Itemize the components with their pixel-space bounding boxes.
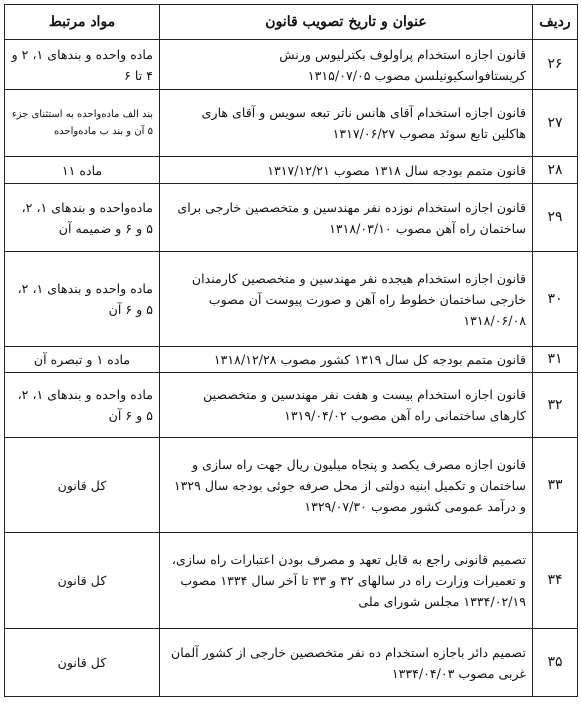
related-articles: ماده ۱ و تبصره آن [5,347,160,373]
law-title: تصمیم دائر باجازه استخدام ده نفر متخصصین خارجی از کشور آلمان غربی مصوب ۱۳۳۴/۰۴/۰۳ [160,629,533,697]
row-number: ۲۸ [533,157,578,184]
row-number: ۲۹ [533,184,578,252]
row-number: ۲۷ [533,90,578,157]
row-number: ۳۱ [533,347,578,373]
header-title: عنوان و تاریخ تصویب قانون [160,5,533,40]
header-related-articles: مواد مرتبط [5,5,160,40]
row-number: ۳۴ [533,533,578,629]
row-number: ۳۲ [533,373,578,438]
law-title: قانون اجازه استخدام پراولوف بکترلیوس ورنش کریستافواسکیونیلسن مصوب ۱۳۱۵/۰۷/۰۵ [160,40,533,90]
related-articles: کل قانون [5,629,160,697]
table-row [5,184,578,252]
table-row [5,252,578,347]
law-title: قانون اجازه استخدام نوزده نفر مهندسین و متخصصین خارجی برای ساختمان راه آهن مصوب ۱۳۱۸/۰۳/۱۰ [160,184,533,252]
law-title: قانون متمم بودجه کل سال ۱۳۱۹ کشور مصوب ۱۳۱۸/۱۲/۲۸ [160,347,533,373]
table-row [5,629,578,697]
header-row-number: ردیف [533,5,578,40]
law-title: قانون اجازه استخدام آقای هانس ناتر تبعه سویس و آقای هاری هاکلین تابع سوئد مصوب ۱۳۱۷/۰۶/۲۷ [160,90,533,157]
related-articles: بند الف ماده‌واحده به استثنای جزء ۵ آن و بند ب ماده‌واحده [5,90,160,157]
row-number: ۲۶ [533,40,578,90]
law-title: قانون اجازه مصرف یکصد و پنجاه میلیون ریال جهت راه سازی و ساختمان و تکمیل ابنیه دولتی از محل صرفه جوئی بودجه سال ۱۳۲۹ و درآمد عمومی کشور مصوب ۱۳۲۹/۰۷/۳۰ [160,438,533,533]
table-row [5,373,578,438]
law-title: تصمیم قانونی راجع به قابل تعهد و مصرف بودن اعتبارات راه سازی، و تعمیرات وزارت راه در سالهای ۳۲ و ۳۳ تا آخر سال ۱۳۳۴ مصوب ۱۳۳۴/۰۲/۱۹ مجلس شورای ملی [160,533,533,629]
header-row [5,5,578,40]
table-row [5,40,578,90]
table-row [5,533,578,629]
row-number: ۳۵ [533,629,578,697]
laws-table [4,4,578,697]
related-articles: کل قانون [5,533,160,629]
table-row [5,157,578,184]
related-articles: ماده‌واحده و بندهای ۱، ۲، ۵ و ۶ و ضمیمه آن [5,184,160,252]
table-row [5,90,578,157]
related-articles: ماده واحده و بندهای ۱، ۲، ۵ و ۶ آن [5,252,160,347]
law-title: قانون اجازه استخدام بیست و هفت نفر مهندسین و متخصصین کارهای ساختمانی راه آهن مصوب ۱۳۱۹/۰۴/۰۲ [160,373,533,438]
row-number: ۳۰ [533,252,578,347]
related-articles: ماده واحده و بندهای ۱، ۲ و ۴ تا ۶ [5,40,160,90]
law-title: قانون اجازه استخدام هیجده نفر مهندسین و متخصصین کارمندان خارجی ساختمان خطوط راه آهن و صورت پیوست آن مصوب ۱۳۱۸/۰۶/۰۸ [160,252,533,347]
related-articles: ماده واحده و بندهای ۱، ۲، ۵ و ۶ آن [5,373,160,438]
related-articles: ماده ۱۱ [5,157,160,184]
related-articles: کل قانون [5,438,160,533]
table-row [5,347,578,373]
table-row [5,438,578,533]
law-title: قانون متمم بودجه سال ۱۳۱۸ مصوب ۱۳۱۷/۱۲/۲۱ [160,157,533,184]
row-number: ۳۳ [533,438,578,533]
